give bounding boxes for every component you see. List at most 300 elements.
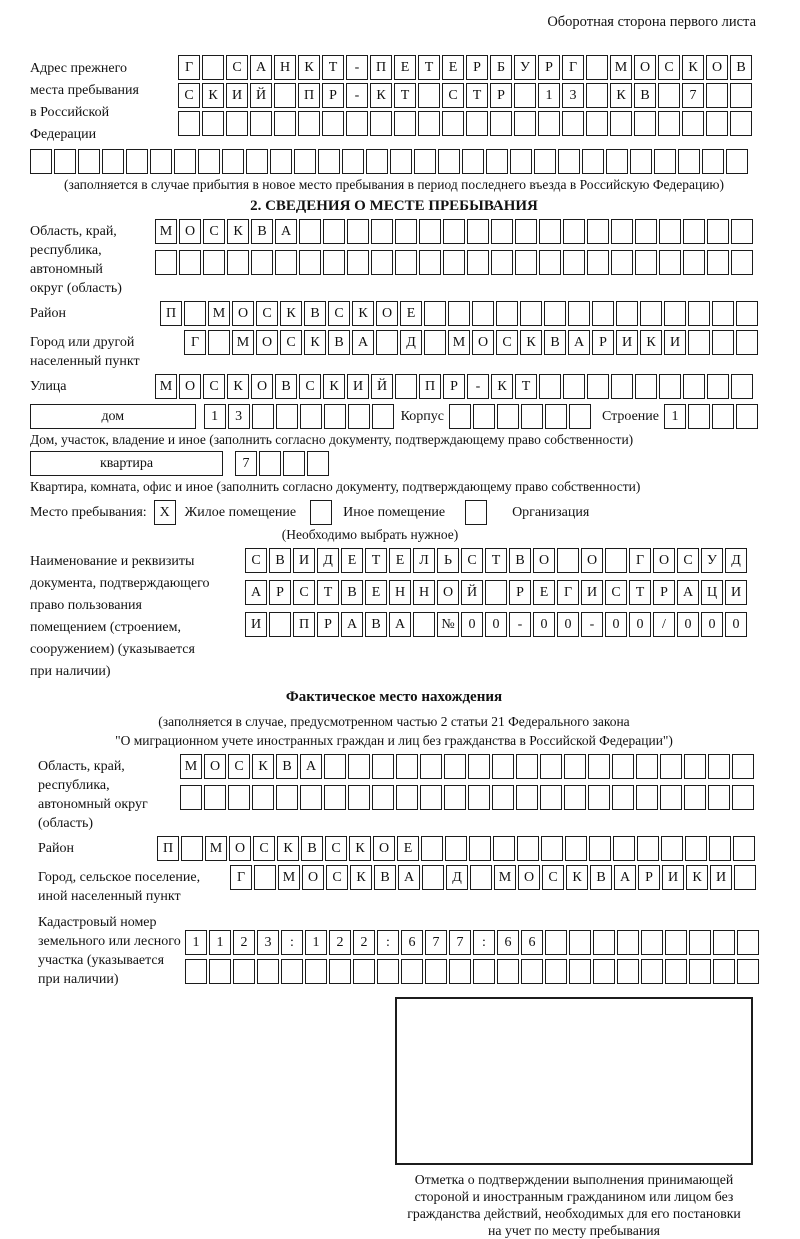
form-cell[interactable]	[562, 111, 584, 136]
form-cell[interactable]	[250, 111, 272, 136]
form-cell[interactable]: Т	[394, 83, 416, 108]
form-cell[interactable]	[276, 404, 298, 429]
form-cell[interactable]	[269, 612, 291, 637]
form-cell[interactable]: С	[245, 548, 267, 573]
form-cell[interactable]	[707, 219, 729, 244]
form-cell[interactable]: :	[473, 930, 495, 955]
form-cell[interactable]: 0	[629, 612, 651, 637]
form-cell[interactable]	[371, 250, 393, 275]
form-cell[interactable]: К	[520, 330, 542, 355]
form-cell[interactable]: А	[398, 865, 420, 890]
form-cell[interactable]: Т	[322, 55, 344, 80]
form-cell[interactable]	[254, 865, 276, 890]
form-cell[interactable]	[616, 301, 638, 326]
form-cell[interactable]: С	[203, 374, 225, 399]
form-cell[interactable]: Д	[400, 330, 422, 355]
form-cell[interactable]	[252, 785, 274, 810]
form-cell[interactable]	[395, 219, 417, 244]
form-cell[interactable]: Н	[413, 580, 435, 605]
form-cell[interactable]	[709, 836, 731, 861]
form-cell[interactable]	[641, 930, 663, 955]
form-cell[interactable]	[611, 250, 633, 275]
form-cell[interactable]	[587, 219, 609, 244]
form-cell[interactable]: К	[252, 754, 274, 779]
form-cell[interactable]: М	[155, 219, 177, 244]
form-cell[interactable]: Е	[394, 55, 416, 80]
form-cell[interactable]	[30, 149, 52, 174]
form-cell[interactable]: Е	[341, 548, 363, 573]
form-cell[interactable]: Е	[400, 301, 422, 326]
form-cell[interactable]	[545, 404, 567, 429]
form-cell[interactable]	[246, 149, 268, 174]
form-cell[interactable]: В	[301, 836, 323, 861]
form-cell[interactable]	[563, 374, 585, 399]
form-cell[interactable]	[612, 754, 634, 779]
form-cell[interactable]: К	[682, 55, 704, 80]
form-cell[interactable]: О	[256, 330, 278, 355]
form-cell[interactable]	[563, 219, 585, 244]
form-cell[interactable]	[473, 959, 495, 984]
document-row-3[interactable]	[245, 612, 747, 637]
form-cell[interactable]: 7	[235, 451, 257, 476]
form-cell[interactable]	[689, 959, 711, 984]
form-cell[interactable]	[366, 149, 388, 174]
form-cell[interactable]: К	[304, 330, 326, 355]
form-cell[interactable]: У	[701, 548, 723, 573]
form-cell[interactable]	[372, 785, 394, 810]
form-cell[interactable]	[515, 219, 537, 244]
form-cell[interactable]: И	[710, 865, 732, 890]
form-cell[interactable]: В	[251, 219, 273, 244]
form-cell[interactable]: С	[658, 55, 680, 80]
form-cell[interactable]: П	[160, 301, 182, 326]
district-row[interactable]	[160, 301, 758, 326]
form-cell[interactable]	[685, 836, 707, 861]
form-cell[interactable]	[517, 836, 539, 861]
form-cell[interactable]: 6	[497, 930, 519, 955]
form-cell[interactable]: А	[568, 330, 590, 355]
form-cell[interactable]	[539, 374, 561, 399]
form-cell[interactable]: И	[347, 374, 369, 399]
form-cell[interactable]	[274, 83, 296, 108]
form-cell[interactable]: Р	[653, 580, 675, 605]
form-cell[interactable]	[150, 149, 172, 174]
form-cell[interactable]	[102, 149, 124, 174]
form-cell[interactable]: Г	[184, 330, 206, 355]
form-cell[interactable]: 0	[485, 612, 507, 637]
form-cell[interactable]: Д	[725, 548, 747, 573]
form-cell[interactable]: С	[299, 374, 321, 399]
form-cell[interactable]	[299, 219, 321, 244]
form-cell[interactable]	[637, 836, 659, 861]
form-cell[interactable]	[377, 959, 399, 984]
form-cell[interactable]	[569, 404, 591, 429]
form-cell[interactable]	[226, 111, 248, 136]
form-cell[interactable]	[270, 149, 292, 174]
form-cell[interactable]	[445, 836, 467, 861]
form-cell[interactable]: Т	[515, 374, 537, 399]
form-cell[interactable]: Г	[178, 55, 200, 80]
form-cell[interactable]	[178, 111, 200, 136]
form-cell[interactable]: С	[326, 865, 348, 890]
form-cell[interactable]: К	[352, 301, 374, 326]
form-cell[interactable]: 0	[557, 612, 579, 637]
form-cell[interactable]: В	[634, 83, 656, 108]
form-cell[interactable]	[396, 785, 418, 810]
form-cell[interactable]	[222, 149, 244, 174]
form-cell[interactable]: Е	[389, 548, 411, 573]
form-cell[interactable]	[514, 83, 536, 108]
form-cell[interactable]	[490, 111, 512, 136]
form-cell[interactable]: К	[370, 83, 392, 108]
form-cell[interactable]: О	[229, 836, 251, 861]
form-cell[interactable]: К	[280, 301, 302, 326]
form-cell[interactable]	[707, 374, 729, 399]
form-cell[interactable]	[634, 111, 656, 136]
form-cell[interactable]: И	[581, 580, 603, 605]
form-cell[interactable]: О	[373, 836, 395, 861]
form-cell[interactable]: В	[269, 548, 291, 573]
form-cell[interactable]	[227, 250, 249, 275]
form-cell[interactable]	[342, 149, 364, 174]
region-row-1[interactable]	[155, 219, 753, 244]
prev-address-row-3[interactable]	[178, 111, 752, 136]
form-cell[interactable]: Т	[629, 580, 651, 605]
document-row-2[interactable]	[245, 580, 747, 605]
form-cell[interactable]	[707, 250, 729, 275]
form-cell[interactable]	[683, 219, 705, 244]
form-cell[interactable]	[418, 83, 440, 108]
form-cell[interactable]: В	[276, 754, 298, 779]
form-cell[interactable]	[496, 301, 518, 326]
actual-region-row-1[interactable]	[180, 754, 754, 779]
cadastral-row-1[interactable]	[185, 930, 759, 955]
form-cell[interactable]	[491, 250, 513, 275]
form-cell[interactable]: А	[677, 580, 699, 605]
form-cell[interactable]: 7	[425, 930, 447, 955]
form-cell[interactable]	[731, 250, 753, 275]
form-cell[interactable]	[180, 785, 202, 810]
form-cell[interactable]: 1	[538, 83, 560, 108]
form-cell[interactable]	[251, 250, 273, 275]
form-cell[interactable]: И	[725, 580, 747, 605]
form-cell[interactable]	[557, 548, 579, 573]
form-cell[interactable]: А	[341, 612, 363, 637]
form-cell[interactable]	[732, 785, 754, 810]
form-cell[interactable]	[521, 404, 543, 429]
form-cell[interactable]	[726, 149, 748, 174]
form-cell[interactable]	[376, 330, 398, 355]
form-cell[interactable]: 1	[185, 930, 207, 955]
form-cell[interactable]	[466, 111, 488, 136]
form-cell[interactable]	[179, 250, 201, 275]
form-cell[interactable]	[276, 785, 298, 810]
form-cell[interactable]	[198, 149, 220, 174]
form-cell[interactable]	[181, 836, 203, 861]
form-cell[interactable]: Й	[250, 83, 272, 108]
form-cell[interactable]: -	[467, 374, 489, 399]
form-cell[interactable]	[462, 149, 484, 174]
form-cell[interactable]: О	[376, 301, 398, 326]
form-cell[interactable]: О	[179, 374, 201, 399]
form-cell[interactable]: Й	[461, 580, 483, 605]
form-cell[interactable]: С	[677, 548, 699, 573]
form-cell[interactable]: С	[178, 83, 200, 108]
form-cell[interactable]: О	[232, 301, 254, 326]
form-cell[interactable]: И	[245, 612, 267, 637]
form-cell[interactable]: С	[496, 330, 518, 355]
form-cell[interactable]	[736, 301, 758, 326]
form-cell[interactable]	[564, 785, 586, 810]
form-cell[interactable]: Е	[397, 836, 419, 861]
form-cell[interactable]: В	[544, 330, 566, 355]
form-cell[interactable]	[257, 959, 279, 984]
form-cell[interactable]	[586, 111, 608, 136]
form-cell[interactable]: Н	[389, 580, 411, 605]
form-cell[interactable]	[444, 754, 466, 779]
form-cell[interactable]: В	[304, 301, 326, 326]
document-row-1[interactable]	[245, 548, 747, 573]
form-cell[interactable]	[346, 111, 368, 136]
form-cell[interactable]: С	[228, 754, 250, 779]
form-cell[interactable]	[730, 83, 752, 108]
form-cell[interactable]	[654, 149, 676, 174]
form-cell[interactable]	[587, 250, 609, 275]
form-cell[interactable]	[497, 959, 519, 984]
form-cell[interactable]	[640, 301, 662, 326]
form-cell[interactable]: К	[298, 55, 320, 80]
form-cell[interactable]	[683, 374, 705, 399]
form-cell[interactable]: -	[509, 612, 531, 637]
form-cell[interactable]	[688, 404, 710, 429]
form-cell[interactable]	[413, 612, 435, 637]
form-cell[interactable]	[420, 754, 442, 779]
form-cell[interactable]	[688, 301, 710, 326]
form-cell[interactable]: А	[245, 580, 267, 605]
form-cell[interactable]	[558, 149, 580, 174]
form-cell[interactable]: Р	[592, 330, 614, 355]
city-row[interactable]	[184, 330, 758, 355]
form-cell[interactable]	[641, 959, 663, 984]
form-cell[interactable]: А	[389, 612, 411, 637]
form-cell[interactable]	[617, 959, 639, 984]
form-cell[interactable]	[534, 149, 556, 174]
form-cell[interactable]	[635, 250, 657, 275]
form-cell[interactable]	[470, 865, 492, 890]
form-cell[interactable]	[708, 785, 730, 810]
form-cell[interactable]: Е	[442, 55, 464, 80]
form-cell[interactable]: К	[277, 836, 299, 861]
form-cell[interactable]	[734, 865, 756, 890]
form-cell[interactable]	[469, 836, 491, 861]
form-cell[interactable]: С	[256, 301, 278, 326]
form-cell[interactable]: Р	[269, 580, 291, 605]
form-cell[interactable]	[592, 301, 614, 326]
form-cell[interactable]: М	[278, 865, 300, 890]
form-cell[interactable]: В	[275, 374, 297, 399]
form-cell[interactable]: 6	[401, 930, 423, 955]
form-cell[interactable]	[635, 219, 657, 244]
form-cell[interactable]: С	[542, 865, 564, 890]
form-cell[interactable]: -	[346, 55, 368, 80]
form-cell[interactable]: А	[614, 865, 636, 890]
form-cell[interactable]: :	[281, 930, 303, 955]
form-cell[interactable]: О	[179, 219, 201, 244]
form-cell[interactable]: :	[377, 930, 399, 955]
form-cell[interactable]	[706, 83, 728, 108]
form-cell[interactable]	[414, 149, 436, 174]
form-cell[interactable]	[228, 785, 250, 810]
form-cell[interactable]: 3	[228, 404, 250, 429]
form-cell[interactable]	[473, 404, 495, 429]
form-cell[interactable]	[665, 930, 687, 955]
form-cell[interactable]	[516, 785, 538, 810]
form-cell[interactable]: Г	[230, 865, 252, 890]
form-cell[interactable]: П	[293, 612, 315, 637]
form-cell[interactable]	[438, 149, 460, 174]
form-cell[interactable]	[208, 330, 230, 355]
actual-district-row[interactable]	[157, 836, 755, 861]
street-row[interactable]	[155, 374, 753, 399]
form-cell[interactable]	[588, 785, 610, 810]
form-cell[interactable]: Г	[562, 55, 584, 80]
form-cell[interactable]	[372, 754, 394, 779]
form-cell[interactable]	[467, 250, 489, 275]
form-cell[interactable]	[586, 55, 608, 80]
form-cell[interactable]: М	[180, 754, 202, 779]
cadastral-row-2[interactable]	[185, 959, 759, 984]
prev-address-row-4[interactable]	[30, 149, 758, 174]
form-cell[interactable]	[713, 930, 735, 955]
form-cell[interactable]	[371, 219, 393, 244]
form-cell[interactable]	[731, 374, 753, 399]
form-cell[interactable]	[442, 111, 464, 136]
form-cell[interactable]	[541, 836, 563, 861]
form-cell[interactable]: В	[374, 865, 396, 890]
form-cell[interactable]: К	[227, 374, 249, 399]
form-cell[interactable]	[658, 83, 680, 108]
form-cell[interactable]	[449, 959, 471, 984]
form-cell[interactable]	[540, 754, 562, 779]
form-cell[interactable]	[539, 219, 561, 244]
form-cell[interactable]: О	[706, 55, 728, 80]
form-cell[interactable]: Т	[485, 548, 507, 573]
form-cell[interactable]	[448, 301, 470, 326]
form-cell[interactable]: М	[232, 330, 254, 355]
form-cell[interactable]: Т	[317, 580, 339, 605]
form-cell[interactable]: М	[208, 301, 230, 326]
form-cell[interactable]	[424, 301, 446, 326]
form-cell[interactable]: К	[349, 836, 371, 861]
form-cell[interactable]: О	[302, 865, 324, 890]
form-cell[interactable]: П	[298, 83, 320, 108]
form-cell[interactable]	[736, 404, 758, 429]
form-cell[interactable]	[732, 754, 754, 779]
form-cell[interactable]	[305, 959, 327, 984]
form-cell[interactable]: К	[640, 330, 662, 355]
form-cell[interactable]	[737, 930, 759, 955]
form-cell[interactable]	[394, 111, 416, 136]
form-cell[interactable]	[396, 754, 418, 779]
form-cell[interactable]: Р	[538, 55, 560, 80]
form-cell[interactable]	[419, 250, 441, 275]
form-cell[interactable]	[307, 451, 329, 476]
form-cell[interactable]	[202, 111, 224, 136]
form-cell[interactable]: И	[226, 83, 248, 108]
form-cell[interactable]	[299, 250, 321, 275]
form-cell[interactable]	[515, 250, 537, 275]
form-cell[interactable]: Р	[466, 55, 488, 80]
form-cell[interactable]: Г	[557, 580, 579, 605]
form-cell[interactable]	[252, 404, 274, 429]
form-cell[interactable]	[516, 754, 538, 779]
form-cell[interactable]: В	[341, 580, 363, 605]
form-cell[interactable]: Е	[365, 580, 387, 605]
form-cell[interactable]: С	[280, 330, 302, 355]
prev-address-row-2[interactable]	[178, 83, 752, 108]
form-cell[interactable]: Р	[322, 83, 344, 108]
form-cell[interactable]	[370, 111, 392, 136]
form-cell[interactable]	[586, 83, 608, 108]
form-cell[interactable]: В	[590, 865, 612, 890]
form-cell[interactable]: К	[227, 219, 249, 244]
form-cell[interactable]	[636, 785, 658, 810]
form-cell[interactable]	[665, 959, 687, 984]
form-cell[interactable]	[702, 149, 724, 174]
stay-type-checkbox-organization[interactable]	[465, 500, 487, 525]
stroenie-cells[interactable]	[664, 404, 758, 429]
form-cell[interactable]: 3	[257, 930, 279, 955]
form-cell[interactable]	[684, 785, 706, 810]
form-cell[interactable]	[233, 959, 255, 984]
form-cell[interactable]: В	[328, 330, 350, 355]
form-cell[interactable]	[472, 301, 494, 326]
form-cell[interactable]	[324, 754, 346, 779]
form-cell[interactable]	[664, 301, 686, 326]
form-cell[interactable]: О	[653, 548, 675, 573]
form-cell[interactable]	[492, 785, 514, 810]
actual-region-row-2[interactable]	[180, 785, 754, 810]
form-cell[interactable]	[486, 149, 508, 174]
form-cell[interactable]	[492, 754, 514, 779]
form-cell[interactable]: К	[323, 374, 345, 399]
form-cell[interactable]	[521, 959, 543, 984]
form-cell[interactable]: К	[491, 374, 513, 399]
form-cell[interactable]	[444, 785, 466, 810]
form-cell[interactable]: М	[448, 330, 470, 355]
form-cell[interactable]: В	[730, 55, 752, 80]
form-cell[interactable]: С	[328, 301, 350, 326]
form-cell[interactable]: О	[634, 55, 656, 80]
form-cell[interactable]: С	[293, 580, 315, 605]
form-cell[interactable]	[468, 754, 490, 779]
form-cell[interactable]: 1	[209, 930, 231, 955]
form-cell[interactable]: 3	[562, 83, 584, 108]
form-cell[interactable]: С	[461, 548, 483, 573]
form-cell[interactable]	[538, 111, 560, 136]
form-cell[interactable]	[593, 930, 615, 955]
form-cell[interactable]	[348, 785, 370, 810]
form-cell[interactable]	[274, 111, 296, 136]
form-cell[interactable]	[712, 330, 734, 355]
form-cell[interactable]	[259, 451, 281, 476]
form-cell[interactable]	[613, 836, 635, 861]
form-cell[interactable]: Т	[365, 548, 387, 573]
form-cell[interactable]: М	[155, 374, 177, 399]
form-cell[interactable]: С	[325, 836, 347, 861]
form-cell[interactable]: Р	[509, 580, 531, 605]
form-cell[interactable]	[174, 149, 196, 174]
